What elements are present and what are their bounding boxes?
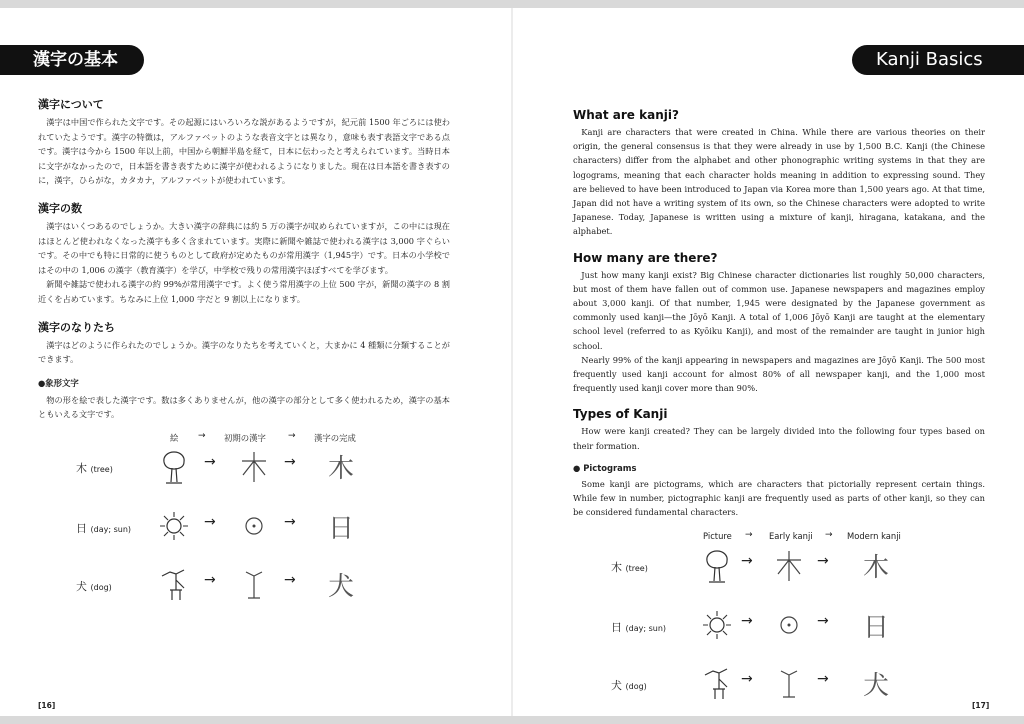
paragraph: How were kanji created? They can be largely divided into the following four types based on their formation. — [573, 426, 985, 451]
dog-drawing-icon — [699, 663, 735, 703]
row-gloss: (day; sun) — [90, 524, 132, 534]
arrow-icon: → — [284, 571, 296, 588]
paragraph: Some kanji are pictograms, which are characters that pictorially represent certain things. While few in number, pictographic kanji are frequently used as parts of other kanji, so they can be considered fundamental characters. — [573, 478, 985, 518]
arrow-icon: → — [817, 671, 829, 688]
row-gloss: (tree) — [90, 464, 113, 474]
subsection-heading: ●象形文字 — [38, 377, 79, 388]
row-label-tree — [611, 559, 648, 575]
modern-kanji: 日 — [863, 613, 890, 644]
row-kanji: 日 — [611, 621, 622, 635]
row-gloss: (day; sun) — [625, 624, 667, 634]
left-page — [38, 96, 450, 612]
section-about-kanji — [38, 96, 450, 188]
modern-kanji: 犬 — [863, 671, 890, 702]
modern-kanji: 木 — [328, 453, 355, 484]
row-kanji: 犬 — [76, 579, 87, 593]
arrow-icon: → — [817, 553, 829, 570]
row-label-sun — [611, 619, 666, 635]
row-kanji: 木 — [76, 461, 87, 475]
column-label-early: 初期の漢字 — [224, 432, 266, 443]
early-sun-icon — [771, 605, 807, 645]
column-label-modern: Modern kanji — [847, 531, 901, 542]
subsection-heading: ● Pictograms — [573, 462, 637, 473]
modern-kanji: 日 — [328, 513, 355, 544]
arrow-icon: → — [204, 453, 216, 470]
arrow-icon: → — [741, 671, 753, 688]
row-label-sun — [76, 520, 131, 536]
row-label-tree — [76, 460, 113, 476]
early-tree-icon — [771, 545, 807, 585]
row-kanji: 木 — [611, 561, 622, 575]
column-label-modern: 漢字の完成 — [314, 432, 356, 443]
section-heading: How many are there? — [573, 250, 718, 265]
paragraph: Kanji are characters that were created in China. While there are various theories on their origin, the general consensus is that they were already in use by 1,500 B.C. Kanji (the Chinese characters) differ from the alphabet and other phonographic writing systems in that they are logograms, meaning that each character holds meaning in addition to expressing sound. They are believed to have been introduced to Japan via Korea more than 1,500 years ago. At that time, Japan did not have a writing system of its own, so the Chinese characters were adopted to write Japanese. Today, Japanese is written using a mixture of kanji, hiragana, katakana, and the alphabet. — [573, 127, 985, 237]
arrow-icon: → — [825, 530, 833, 541]
right-page — [573, 108, 985, 711]
pictogram-diagram — [38, 432, 450, 612]
row-label-dog — [76, 578, 112, 594]
row-label-dog — [611, 677, 647, 693]
early-dog-icon — [771, 663, 807, 703]
row-kanji: 日 — [76, 521, 87, 535]
early-tree-icon — [236, 446, 272, 486]
arrow-icon: → — [284, 453, 296, 470]
paragraph: 物の形を絵で表した漢字です。数は多くありませんが，他の漢字の部分として多く使われるため，漢字の基本ともいえる文字です。 — [38, 394, 450, 420]
arrow-icon: → — [284, 513, 296, 530]
section-how-many — [573, 251, 985, 396]
column-label-picture: 絵 — [170, 432, 179, 443]
arrow-icon: → — [204, 513, 216, 530]
row-gloss: (dog) — [90, 582, 112, 592]
chapter-tab-english: Kanji Basics — [852, 45, 1024, 75]
paragraph: 漢字はどのように作られたのでしょうか。漢字のなりたちを考えていくと，大まかに 4 種類に分類することができます。 — [38, 339, 450, 365]
section-heading: What are kanji? — [573, 108, 679, 122]
dog-drawing-icon — [156, 564, 192, 604]
row-gloss: (dog) — [625, 682, 647, 692]
column-label-picture: Picture — [703, 531, 732, 542]
section-what-are-kanji — [573, 108, 985, 239]
section-heading: 漢字について — [38, 98, 104, 111]
section-heading: 漢字の数 — [38, 201, 82, 215]
early-dog-icon — [236, 564, 272, 604]
section-types-of-kanji — [573, 407, 985, 452]
paragraph: Nearly 99% of the kanji appearing in newspapers and magazines are Jōyō Kanji. The 500 most frequently used kanji account for almost 80% of all newspaper kanji, and the 1,000 most frequently used kanji cover more than 90%. — [573, 354, 985, 394]
modern-kanji: 犬 — [328, 571, 355, 602]
page-number-right: [17] — [972, 701, 990, 710]
chapter-tab-japanese: 漢字の基本 — [0, 45, 144, 75]
arrow-icon: → — [204, 571, 216, 588]
pictogram-diagram — [573, 531, 985, 711]
page-gutter — [511, 8, 513, 716]
early-sun-icon — [236, 506, 272, 546]
column-label-early: Early kanji — [769, 531, 813, 542]
modern-kanji: 木 — [863, 553, 890, 584]
row-gloss: (tree) — [625, 564, 648, 574]
arrow-icon: → — [817, 613, 829, 630]
sun-drawing-icon — [699, 605, 735, 645]
section-kanji-count — [38, 200, 450, 307]
section-kanji-origins — [38, 319, 450, 367]
arrow-icon: → — [288, 430, 296, 441]
arrow-icon: → — [745, 530, 753, 541]
page-number-left: [16] — [38, 701, 56, 710]
section-heading: Types of Kanji — [573, 407, 668, 422]
section-heading: 漢字のなりたち — [38, 320, 115, 334]
sun-drawing-icon — [156, 506, 192, 546]
tree-drawing-icon — [156, 446, 192, 486]
arrow-icon: → — [741, 613, 753, 630]
row-kanji: 犬 — [611, 679, 622, 693]
arrow-icon: → — [741, 553, 753, 570]
paragraph: 新聞や雑誌で使われる漢字の約 99%が常用漢字です。よく使う常用漢字の上位 500 字が，新聞の漢字の 8 割近くを占めています。ちなみに上位 1,000 字だと 9 割以上になります。 — [38, 279, 450, 304]
tree-drawing-icon — [699, 545, 735, 585]
paragraph: 漢字は中国で作られた文字です。その起源にはいろいろな説があるようですが，紀元前 1500 年ごろには使われていたようです。漢字の特徴は，アルファベットのような表音文字とは異なり，意味も表す表語文字である点です。漢字は今から 1500 年以上前，中国から朝鮮半島を経て，日本に伝わったと考えられています。当時日本に文字がなかったので，日本語を書き表すために漢字が使われるようになりました。現在は日本語を書き表すのに，漢字，ひらがな，カタカナ，アルファベットが使われています。 — [38, 117, 450, 186]
arrow-icon: → — [198, 430, 206, 441]
paragraph: Just how many kanji exist? Big Chinese character dictionaries list roughly 50,000 characters, but most of them have fallen out of common use. Japanese newspapers and magazines employ about 3,000 kanji. Of that number, 1,945 were designated by the Japanese government as commonly used kanji—the Jōyō Kanji. A total of 1,006 Jōyō Kanji are taught at the elementary school level (referred to as Kyōiku Kanji), and most of the remainder are taught in junior high school. — [573, 269, 985, 351]
paragraph: 漢字はいくつあるのでしょうか。大きい漢字の辞典には約 5 万の漢字が収められていますが，この中には現在はほとんど使われなくなった漢字も多く含まれています。実際に新聞や雑誌で使われる漢字は 3,000 字ぐらいです。その中でも特に日常的に使うものとして政府が定めたものが常用漢字（1,945字）です。日本の小学校ではその中の 1,006 の漢字（教育漢字）を学び，中学校で残りの常用漢字ほぼすべてを学びます。 — [38, 220, 450, 275]
